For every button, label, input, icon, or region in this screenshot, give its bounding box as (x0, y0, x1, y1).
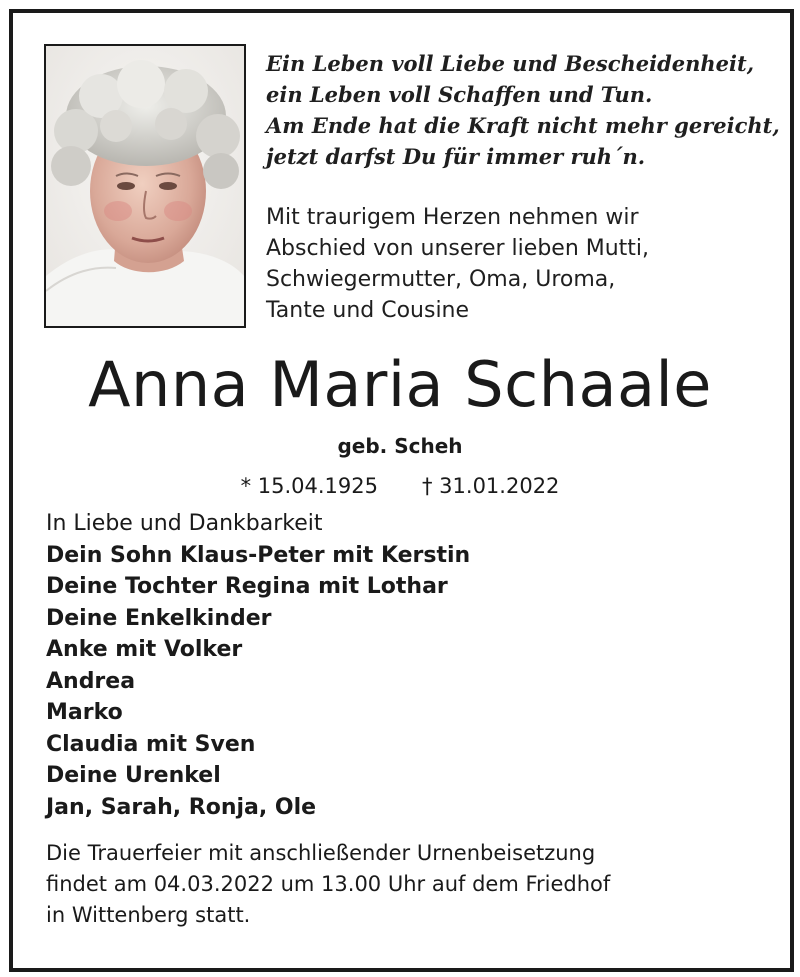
poem-line: ein Leben voll Schaffen und Tun. (266, 82, 653, 107)
funeral-info (46, 838, 766, 931)
portrait-photo-icon (46, 46, 244, 326)
funeral-info-line: in Wittenberg statt. (46, 903, 251, 927)
family-member: Jan, Sarah, Ronja, Ole (46, 794, 317, 820)
intro-line: Schwiegermutter, Oma, Uroma, (266, 267, 616, 292)
family-member: Marko (46, 700, 123, 725)
intro-text (266, 202, 766, 326)
poem-line: jetzt darfst Du für immer ruh´n. (266, 144, 646, 169)
funeral-info-line: Die Trauerfeier mit anschließender Urnenbeisetzung (46, 841, 596, 865)
family-member: Deine Urenkel (46, 763, 221, 788)
family-member: Deine Tochter Regina mit Lothar (46, 574, 448, 599)
family-list (46, 508, 766, 823)
family-lead: In Liebe und Dankbarkeit (46, 511, 323, 536)
birth-date: * 15.04.1925 (240, 474, 378, 498)
family-member: Anke mit Volker (46, 637, 243, 662)
intro-line: Mit traurigem Herzen nehmen wir (266, 205, 639, 230)
deceased-name: Anna Maria Schaale (88, 348, 712, 421)
family-member: Claudia mit Sven (46, 731, 256, 757)
life-dates (0, 471, 800, 501)
intro-line: Tante und Cousine (266, 298, 470, 323)
family-member: Dein Sohn Klaus-Peter mit Kerstin (46, 542, 471, 568)
poem (266, 48, 780, 172)
portrait-photo (44, 44, 246, 328)
funeral-info-line: findet am 04.03.2022 um 13.00 Uhr auf dem Friedhof (46, 872, 611, 896)
poem-line: Am Ende hat die Kraft nicht mehr gereicht, (266, 113, 780, 138)
poem-line: Ein Leben voll Liebe und Bescheidenheit, (266, 51, 755, 76)
intro-line: Abschied von unserer lieben Mutti, (266, 236, 650, 261)
birth-name: geb. Scheh (337, 434, 463, 458)
death-date: † 31.01.2022 (422, 474, 560, 498)
family-member: Andrea (46, 668, 136, 694)
family-member: Deine Enkelkinder (46, 605, 272, 631)
